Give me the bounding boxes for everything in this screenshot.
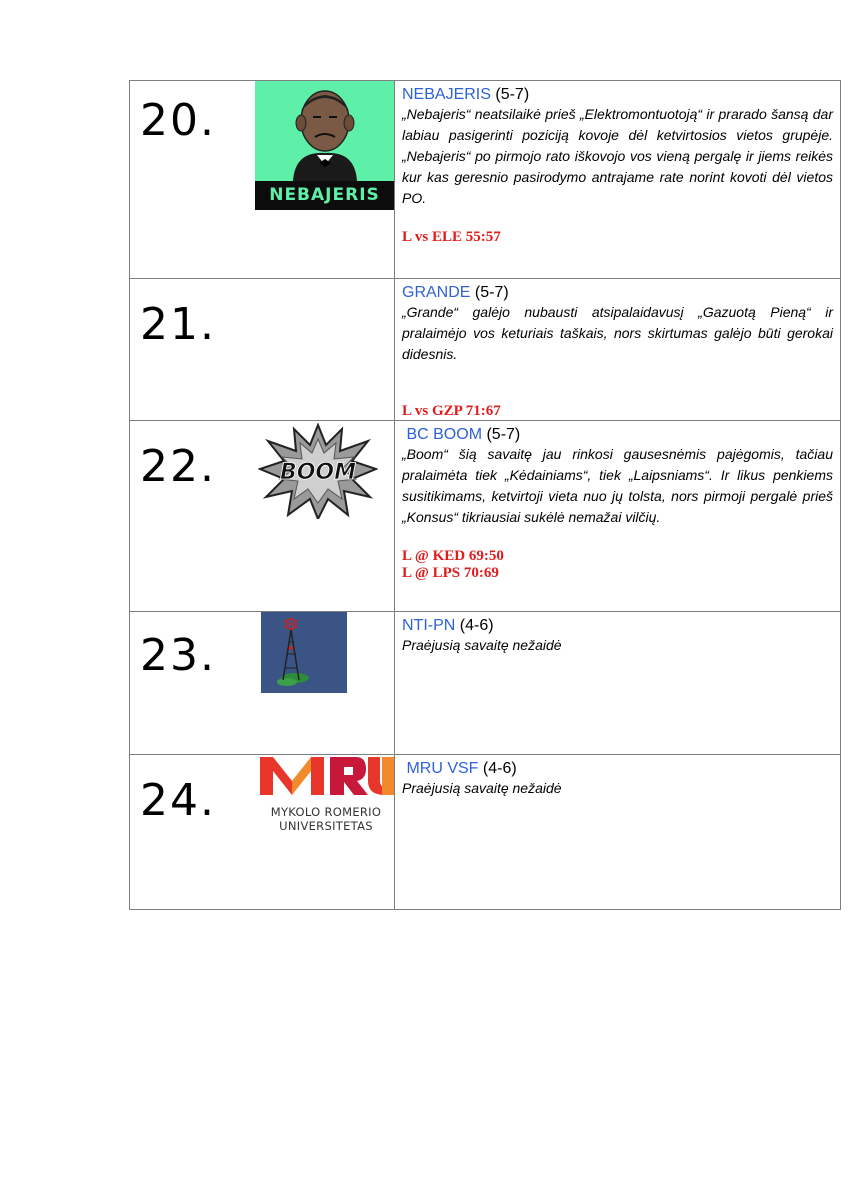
game-result: L @ KED 69:50 xyxy=(402,548,504,564)
nti-pn-logo xyxy=(261,612,347,693)
table-row xyxy=(130,81,841,279)
rank-cell xyxy=(130,612,395,755)
description-cell xyxy=(395,612,841,755)
table-row xyxy=(130,612,841,755)
team-title xyxy=(402,85,833,104)
description-cell xyxy=(395,421,841,612)
team-title xyxy=(402,759,833,778)
rank-number: 23. xyxy=(140,630,216,681)
team-name: NEBAJERIS xyxy=(402,86,491,103)
game-result: L @ LPS 70:69 xyxy=(402,565,499,581)
team-title xyxy=(402,283,833,302)
nebajeris-logo xyxy=(255,81,394,210)
team-record: (5-7) xyxy=(474,284,509,301)
team-summary: Praėjusią savaitę nežaidė xyxy=(402,637,562,653)
team-summary: Praėjusią savaitę nežaidė xyxy=(402,780,562,796)
rank-number: 21. xyxy=(140,299,216,350)
bc-boom-logo xyxy=(258,423,378,519)
team-title xyxy=(402,425,833,444)
rank-cell xyxy=(130,279,395,421)
ranking-table xyxy=(129,80,841,910)
team-record: (5-7) xyxy=(486,426,521,443)
team-record: (5-7) xyxy=(495,86,530,103)
tower-icon xyxy=(261,612,347,693)
table-row xyxy=(130,755,841,910)
table-row xyxy=(130,279,841,421)
team-name: NTI-PN xyxy=(402,617,456,634)
rank-cell xyxy=(130,755,395,910)
team-summary: „Boom“ šią savaitę jau rinkosi gausesnėmis pajėgomis, tačiau pralaimėta tiek „Kėdainiams“, tiek „Laipsniams“. Ir likus penkiems susitikimams, ketvirtoji vieta nuo jų tolsta, nors pirmoji pergalė prieš „Konsus“ tikriausiai sukėlė nemažai vilčių. xyxy=(402,446,833,525)
logo-text: BOOM xyxy=(279,460,357,485)
rank-number: 20. xyxy=(140,95,216,146)
team-name: GRANDE xyxy=(402,284,471,301)
team-record: (4-6) xyxy=(482,760,517,777)
boom-burst-icon xyxy=(258,423,378,519)
team-title xyxy=(402,616,833,635)
rank-cell xyxy=(130,421,395,612)
team-record: (4-6) xyxy=(459,617,494,634)
table-row xyxy=(130,421,841,612)
rank-cell xyxy=(130,81,395,279)
description-cell xyxy=(395,279,841,421)
team-summary: „Nebajeris“ neatsilaikė prieš „Elektromontuotoją“ ir prarado šansą dar labiau pasigerinti poziciją kovoje dėl ketvirtosios vietos grupėje. „Nebajeris“ po pirmojo rato iškovojo vos vieną pergalę ir jiems reikės kur kas geresnio pasirodymo antrajame rate norint kovoti dėl vietos PO. xyxy=(402,106,833,206)
mru-mark-icon xyxy=(260,755,394,799)
description-cell xyxy=(395,81,841,279)
team-summary: „Grande“ galėjo nubausti atsipalaidavusį „Gazuotą Pieną“ ir pralaimėjo vos keturiais taškais, nors skirtumas galėjo būti gerokai didesnis. xyxy=(402,304,833,362)
logo-text-line1: MYKOLO ROMERIO xyxy=(270,805,382,819)
team-name: MRU VSF xyxy=(406,760,479,777)
logo-text: NEBAJERIS xyxy=(269,185,380,205)
rank-number: 24. xyxy=(140,775,216,826)
description-cell xyxy=(395,755,841,910)
team-name: BC BOOM xyxy=(406,426,483,443)
rank-number: 22. xyxy=(140,441,216,492)
logo-text-line2: UNIVERSITETAS xyxy=(279,819,373,833)
mru-logo xyxy=(259,755,393,845)
game-result: L vs GZP 71:67 xyxy=(402,403,501,419)
game-result: L vs ELE 55:57 xyxy=(402,229,501,245)
